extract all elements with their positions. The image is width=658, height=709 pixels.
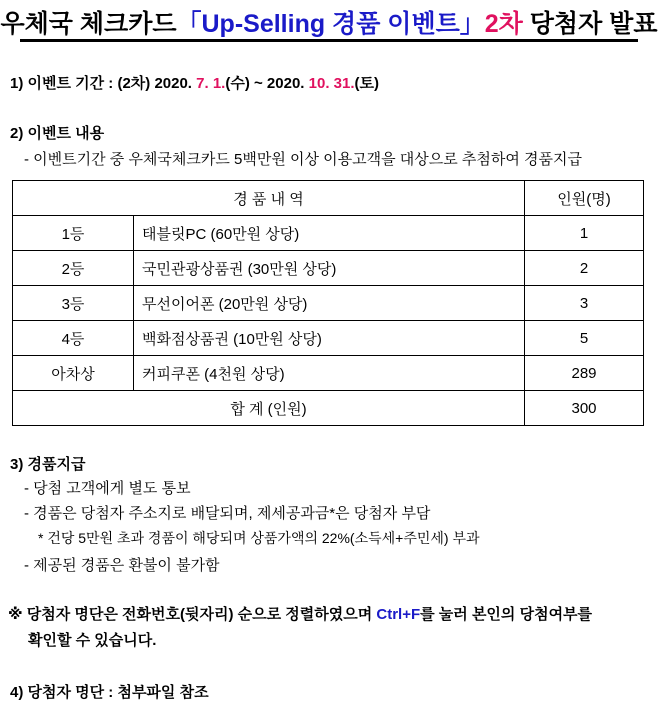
section-3-item: - 경품은 당첨자 주소지로 배달되며, 제세공과금*은 당첨자 부담 [24, 505, 431, 522]
prize-cell: 백화점상품권 (10만원 상당) [134, 321, 525, 356]
count-cell: 2 [525, 251, 644, 286]
table-row [13, 216, 644, 251]
rank-cell: 3등 [13, 286, 134, 321]
rank-cell: 2등 [13, 251, 134, 286]
note-line-1 [8, 603, 592, 624]
prize-table [12, 180, 644, 426]
title-divider [20, 39, 638, 42]
count-cell: 5 [525, 321, 644, 356]
end-day: (토) [354, 75, 379, 92]
period-label: 1) 이벤트 기간 : (2차) 2020. [10, 75, 192, 92]
rank-cell: 1등 [13, 216, 134, 251]
note-line-2: 확인할 수 있습니다. [28, 632, 157, 649]
section-3-item: - 당첨 고객에게 별도 통보 [24, 480, 191, 497]
ctrl-f-shortcut: Ctrl+F [376, 606, 421, 623]
header-count: 인원(명) [525, 181, 644, 216]
count-cell: 1 [525, 216, 644, 251]
table-row [13, 356, 644, 391]
section-4-heading: 4) 당첨자 명단 : 첨부파일 참조 [10, 684, 209, 701]
table-row [13, 286, 644, 321]
section-2-heading: 2) 이벤트 내용 [10, 125, 105, 142]
count-cell: 289 [525, 356, 644, 391]
total-count: 300 [525, 391, 644, 426]
section-3-item: - 제공된 경품은 환불이 불가함 [24, 557, 220, 574]
end-date: 10. 31. [308, 75, 355, 92]
table-row [13, 251, 644, 286]
prize-cell: 커피쿠폰 (4천원 상당) [134, 356, 525, 391]
start-day: (수) ~ 2020. [225, 75, 305, 92]
total-label: 합 계 (인원) [13, 391, 525, 426]
title-event-name: 「Up-Selling 경품 이벤트」 [176, 10, 485, 38]
rank-cell: 4등 [13, 321, 134, 356]
title-text: 우체국 체크카드 [0, 10, 177, 38]
table-total-row [13, 391, 644, 426]
prize-cell: 무선이어폰 (20만원 상당) [134, 286, 525, 321]
header-prize: 경 품 내 역 [13, 181, 525, 216]
section-3-footnote: * 건당 5만원 초과 경품이 해당되며 상품가액의 22%(소득세+주민세) 부과 [38, 530, 480, 546]
title-round: 2차 [484, 10, 523, 38]
count-cell: 3 [525, 286, 644, 321]
section-2-bullet: - 이벤트기간 중 우체국체크카드 5백만원 이상 이용고객을 대상으로 추첨하여 경품지급 [24, 151, 582, 168]
event-period [10, 72, 379, 93]
table-header [13, 181, 644, 216]
prize-cell: 태블릿PC (60만원 상당) [134, 216, 525, 251]
title-suffix: 당첨자 발표 [529, 10, 658, 38]
note-text: ※ 당첨자 명단은 전화번호(뒷자리) 순으로 정렬하였으며 [8, 606, 373, 623]
page-title [0, 4, 658, 40]
start-date: 7. 1. [196, 75, 226, 92]
table-row [13, 321, 644, 356]
section-3-heading: 3) 경품지급 [10, 456, 86, 473]
rank-cell: 아차상 [13, 356, 134, 391]
prize-cell: 국민관광상품권 (30만원 상당) [134, 251, 525, 286]
note-text-2: 를 눌러 본인의 당첨여부를 [420, 606, 593, 623]
